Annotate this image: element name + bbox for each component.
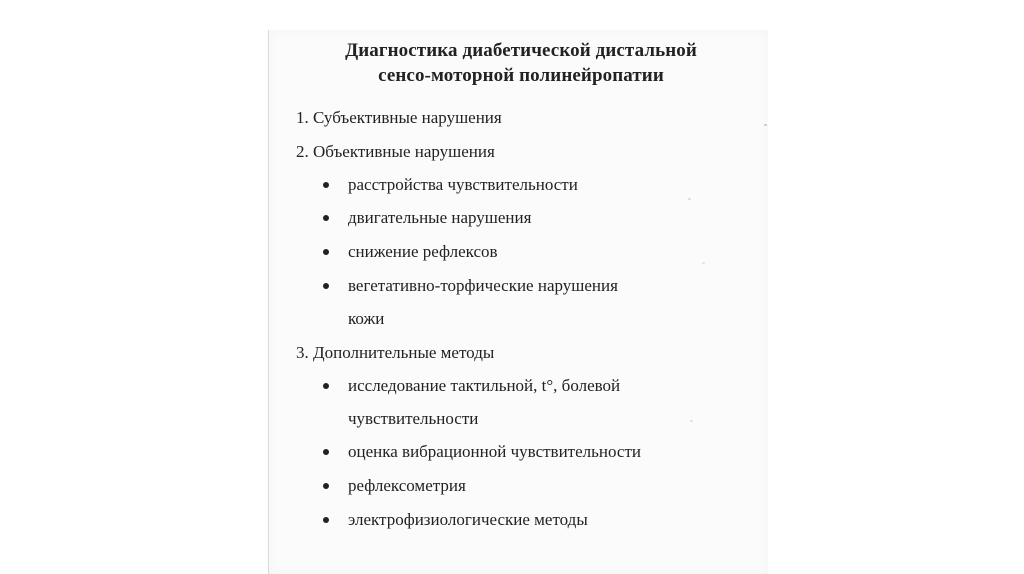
bullet-item-vibration: оценка вибрационной чувствительности	[348, 442, 641, 461]
bullet-icon	[323, 449, 329, 455]
bullet-icon	[323, 517, 329, 523]
bullet-item-tactile-continued: чувствительности	[348, 409, 479, 428]
bullet-icon	[323, 182, 329, 188]
bullet-icon	[323, 483, 329, 489]
bullet-item-vegetative-continued: кожи	[348, 309, 385, 328]
bullet-item-electrophysiology: электрофизиологические методы	[348, 510, 588, 529]
bullet-icon	[323, 283, 329, 289]
numbered-item-3: 3. Дополнительные методы	[296, 343, 495, 362]
bullet-item-tactile: исследование тактильной, t°, болевой	[348, 376, 621, 395]
bullet-item-motor: двигательные нарушения	[348, 208, 532, 227]
bullet-item-vegetative: вегетативно-торфические нарушения	[348, 276, 618, 295]
scan-speck	[702, 262, 705, 264]
document-title-line-2: сенсо-моторной полинейропатии	[378, 65, 664, 86]
bullet-icon	[323, 383, 329, 389]
page-edge-line	[268, 30, 269, 574]
scan-speck	[764, 124, 767, 126]
scan-speck	[688, 198, 691, 200]
numbered-item-2: 2. Объективные нарушения	[296, 142, 495, 161]
bullet-item-reflexometry: рефлексометрия	[348, 476, 466, 495]
bullet-item-sensitivity: расстройства чувствительности	[348, 175, 578, 194]
bullet-icon	[323, 249, 329, 255]
document-title-line-1: Диагностика диабетической дистальной	[345, 40, 697, 61]
numbered-item-1: 1. Субъективные нарушения	[296, 108, 502, 127]
scan-speck	[690, 420, 693, 422]
bullet-item-reflexes: снижение рефлексов	[348, 242, 498, 261]
bullet-icon	[323, 215, 329, 221]
